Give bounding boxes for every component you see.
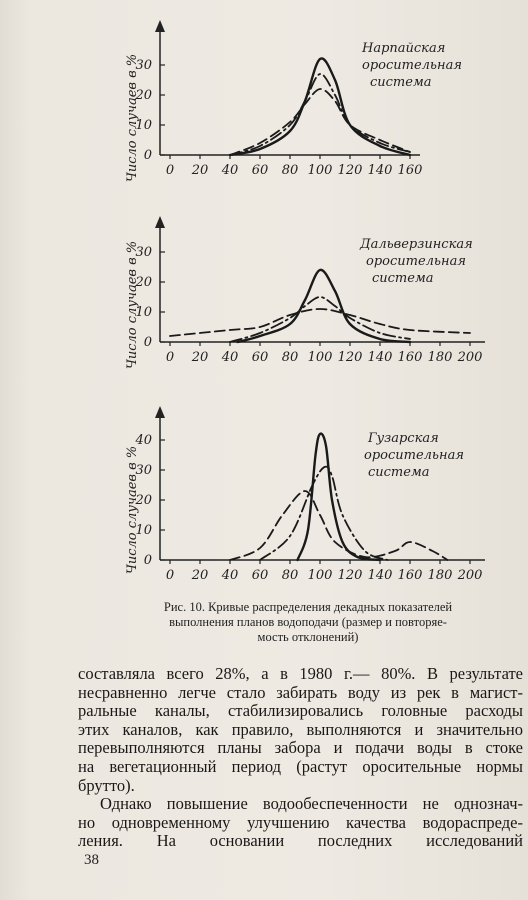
caption-line: выполнения планов водоподачи (размер и повторяе-	[169, 615, 447, 629]
x-tick-label: 20	[191, 350, 209, 365]
text-line: этих каналов, как правило, выполняются и значительно	[78, 719, 523, 739]
x-tick-label: 0	[165, 568, 175, 583]
body-text	[78, 665, 523, 851]
system-label-line2: оросительная	[362, 58, 462, 73]
x-tick-label: 200	[457, 568, 483, 583]
y-tick-label: 30	[135, 58, 152, 73]
caption-line: мость отклонений)	[257, 630, 359, 644]
text-line: ральные каналы, стабилизировались головные расходы	[78, 701, 523, 721]
caption-line: Рис. 10. Кривые распределения декадных показателей	[163, 600, 453, 614]
x-tick-label: 180	[427, 568, 453, 583]
y-tick-label: 30	[135, 245, 152, 260]
y-tick-label: 20	[135, 88, 152, 103]
text-line: составляла всего 28%, а в 1980 г.— 80%. В результате	[78, 664, 523, 683]
x-tick-label: 60	[251, 350, 269, 365]
y-axis-arrow	[155, 216, 165, 228]
text-line: на вегетационный период (растут оросительные нормы	[78, 756, 523, 776]
y-axis-label: Число случаев в %	[125, 445, 140, 575]
x-tick-label: 160	[397, 163, 423, 178]
x-tick-label: 100	[307, 163, 333, 178]
text-line: Однако повышение водообеспеченности не однознач-	[100, 794, 523, 814]
x-tick-label: 40	[221, 568, 239, 583]
x-tick-label: 120	[337, 568, 363, 583]
x-tick-label: 120	[337, 163, 363, 178]
y-tick-label: 20	[135, 275, 152, 290]
x-tick-label: 140	[367, 163, 393, 178]
x-tick-label: 80	[281, 350, 299, 365]
text-line: брутто).	[78, 775, 135, 795]
x-tick-label: 20	[191, 568, 209, 583]
x-tick-label: 0	[165, 163, 175, 178]
y-tick-label: 10	[135, 305, 152, 320]
x-tick-label: 120	[337, 350, 363, 365]
system-label-line1: Гузарская	[368, 431, 439, 446]
text-line: несравненно легче стало забирать воду из рек в магист-	[78, 682, 523, 702]
system-label-line1: Нарпайская	[362, 41, 446, 56]
x-tick-label: 140	[367, 350, 393, 365]
x-tick-label: 60	[251, 568, 269, 583]
guzar-chart	[125, 406, 485, 583]
system-label-line3: система	[372, 271, 434, 286]
x-tick-label: 180	[427, 350, 453, 365]
x-tick-label: 200	[457, 350, 483, 365]
curve-dash-dot	[230, 297, 410, 342]
y-tick-label: 40	[135, 433, 152, 448]
text-line: ления. На основании последних исследований	[78, 831, 523, 851]
x-tick-label: 0	[165, 350, 175, 365]
page-number: 38	[84, 852, 99, 868]
system-label-line3: система	[368, 465, 430, 480]
system-label-line2: оросительная	[366, 254, 466, 269]
y-tick-label: 10	[135, 118, 152, 133]
x-tick-label: 160	[397, 350, 423, 365]
y-axis-label: Число случаев в %	[125, 53, 140, 183]
x-tick-label: 160	[397, 568, 423, 583]
system-label-line2: оросительная	[364, 448, 464, 463]
y-axis-arrow	[155, 20, 165, 32]
x-tick-label: 80	[281, 568, 299, 583]
x-tick-label: 100	[307, 350, 333, 365]
y-tick-label: 0	[143, 148, 152, 163]
x-tick-label: 40	[221, 350, 239, 365]
y-tick-label: 0	[143, 335, 152, 350]
y-axis-arrow	[155, 406, 165, 418]
x-tick-label: 80	[281, 163, 299, 178]
system-label-line3: система	[370, 75, 432, 90]
y-axis-label: Число случаев в %	[125, 240, 140, 370]
curve-dashed	[170, 309, 470, 336]
narpai-chart	[125, 20, 462, 182]
y-tick-label: 30	[135, 463, 152, 478]
y-tick-label: 10	[135, 523, 152, 538]
x-tick-label: 140	[367, 568, 393, 583]
x-tick-label: 100	[307, 568, 333, 583]
y-tick-label: 0	[143, 553, 152, 568]
text-line: но одновременному улучшению качества водораспреде-	[78, 812, 523, 832]
figure-caption	[88, 600, 528, 645]
y-tick-label: 20	[135, 493, 152, 508]
system-label-line1: Дальверзинская	[360, 237, 473, 252]
curve-dash-dot	[260, 467, 388, 560]
text-line: перевыполняются планы забора и подачи воды в стоке	[78, 738, 523, 758]
x-tick-label: 20	[191, 163, 209, 178]
x-tick-label: 40	[221, 163, 239, 178]
dalverzin-chart	[125, 216, 485, 369]
x-tick-label: 60	[251, 163, 269, 178]
